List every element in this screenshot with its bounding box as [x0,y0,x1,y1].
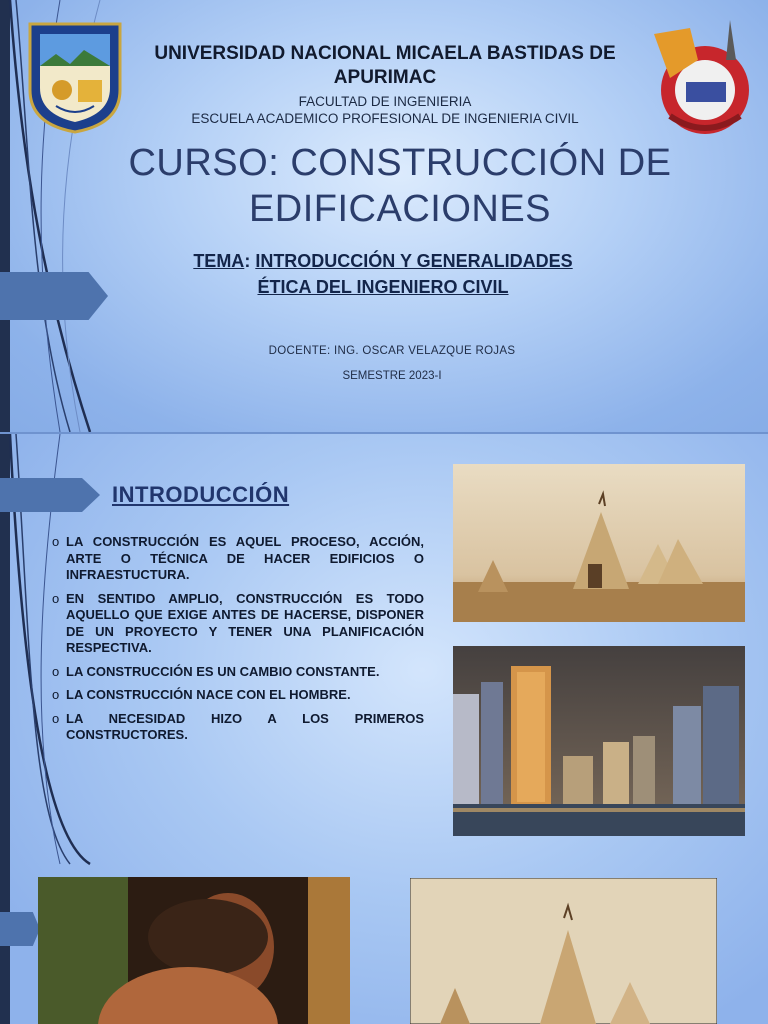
university-seal-logo [26,20,124,134]
semester-label: SEMESTRE 2023-I [342,370,442,382]
bullet-text: EN SENTIDO AMPLIO, CONSTRUCCIÓN ES TODO AQUELLO QUE EXIGE ANTES DE HACERSE, DISPONER DE UN PROYECTO Y TENER UNA PLANIFICACIÓN RESPECTIVA. [66,590,424,655]
teepee-painting-image [453,464,745,622]
topic-line2 [100,274,666,300]
list-item [52,711,424,744]
topic-title-2: ÉTICA DEL INGENIERO CIVIL [257,277,509,297]
caveman-image [38,877,350,1024]
slide-tab-marker-2 [0,478,100,512]
bullet-text: LA CONSTRUCCIÓN ES AQUEL PROCESO, ACCIÓN, ARTE O TÉCNICA DE HACER EDIFICIOS O INFRAESTUCTURA. [66,534,424,582]
bullet-glyph: o [52,687,60,702]
slide-tab-marker [0,272,108,320]
bullet-text: LA CONSTRUCCIÓN ES UN CAMBIO CONSTANTE. [66,663,380,679]
section-heading: INTRODUCCIÓN [112,482,290,507]
unamba-logo [650,20,760,138]
introduction-slide [0,434,768,1024]
bullet-glyph: o [52,710,60,726]
course-title [100,140,700,232]
university-name: UNIVERSIDAD NACIONAL MICAELA BASTIDAS DE APURIMAC [154,43,616,88]
topic-line1 [100,248,666,274]
slide-tab-marker-3 [0,912,40,946]
course-title-line2: EDIFICACIONES [248,188,552,230]
teacher-name: DOCENTE: ING. OSCAR VELAZQUE ROJAS [268,345,516,357]
list-item [52,591,424,657]
topic-label: TEMA [193,251,245,271]
list-item [52,664,424,681]
list-item [52,534,424,584]
bullet-glyph: o [52,534,60,549]
title-slide [0,0,768,432]
school-name: ESCUELA ACADEMICO PROFESIONAL DE INGENIERIA CIVIL [191,111,579,126]
bullet-glyph: o [52,590,60,606]
bullet-text: LA CONSTRUCCIÓN NACE CON EL HOMBRE. [66,687,351,702]
bullet-text: LA NECESIDAD HIZO A LOS PRIMEROS CONSTRUCTORES. [66,710,424,742]
course-title-line1: CURSO: CONSTRUCCIÓN DE [128,142,672,184]
city-skyline-image [453,646,745,836]
faculty-block [130,93,640,127]
topic-title-1: INTRODUCCIÓN Y GENERALIDADES [255,251,573,271]
bullet-glyph: o [52,663,60,679]
list-item [52,687,424,704]
intro-bullet-list [52,534,424,751]
topic-block [100,248,666,300]
topic-separator: : [244,251,256,271]
teepee-painting-image-2 [410,878,717,1024]
faculty-name: FACULTAD DE INGENIERIA [298,94,472,109]
